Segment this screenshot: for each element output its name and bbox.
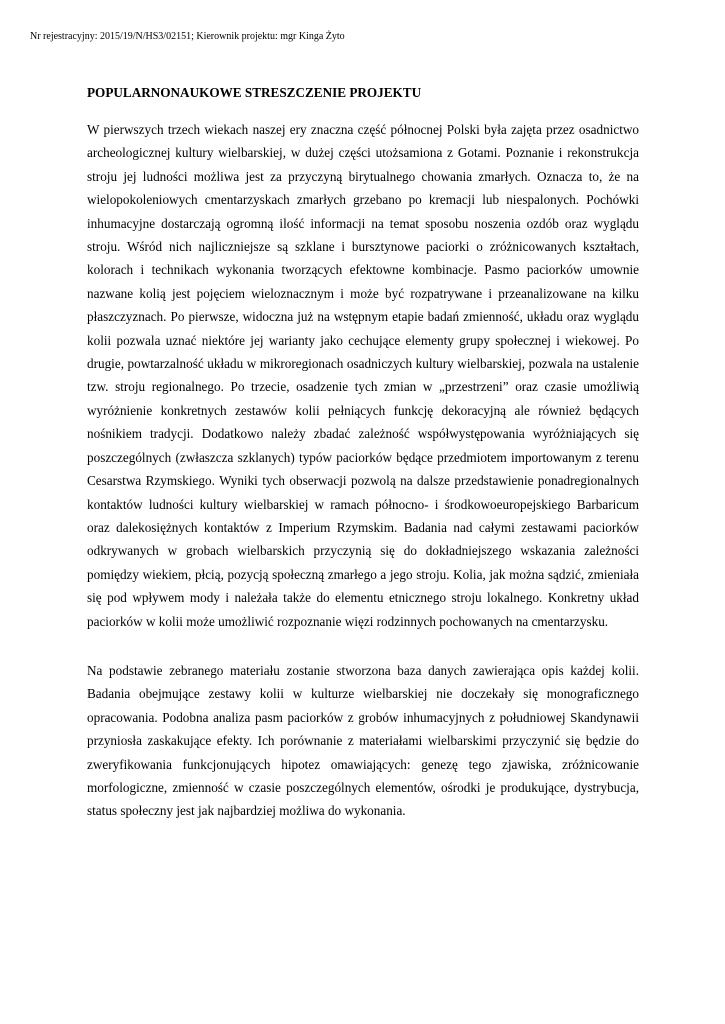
paragraph-1: W pierwszych trzech wiekach naszej ery znaczna część północnej Polski była zajęta przez osadnictwo archeologicznej kultury wielbarskiej, w dużej części utożsamiona z Gotami. Poznanie i rekonstrukcja stroju jej ludności możliwa jest za przyczyną birytualnego chowania zmarłych. Oznacza to, że na wielopokoleniowych cmentarzyskach zmarłych grzebano po kremacji lub niespalonych. Pochówki inhumacyjne dostarczają ogromną ilość informacji na temat sposobu noszenia ozdób oraz wyglądu stroju. Wśród nich najliczniejsze są szklane i bursztynowe paciorki o zróżnicowanych kształtach, kolorach i technikach wykonania tworzących efektowne kombinacje. Pasmo paciorków umownie nazwane kolią jest pojęciem wieloznacznym i może być rozpatrywane i przeanalizowane na kilku płaszczyznach. Po pierwsze, widoczna już na wstępnym etapie badań zmienność, układu oraz wyglądu kolii pozwala uznać niektóre jej warianty jako cechujące elementy grupy społecznej i wiekowej. Po drugie, powtarzalność układu w mikroregionach osadniczych kultury wielbarskiej, pozwala na ustalenie tzw. stroju regionalnego. Po trzecie, osadzenie tych zmian w „przestrzeni” oraz czasie umożliwią wyróżnienie konkretnych zestawów kolii pełniących funkcję dekoracyjną ale również będących nośnikiem tradycji. Dodatkowo należy zbadać zależność współwystępowania wyróżniających się poszczególnych (zwłaszcza szklanych) typów paciorków będące przedmiotem importowanym z terenu Cesarstwa Rzymskiego. Wyniki tych obserwacji pozwolą na dalsze przedstawienie ponadregionalnych kontaktów ludności kultury wielbarskiej w ramach północno- i środkowoeuropejskiego Barbaricum oraz dalekosiężnych kontaktów z Imperium Rzymskim. Badania nad całymi zestawami paciorków odkrywanych w grobach wielbarskich przyczynią się do dokładniejszego wskazania zależności pomiędzy wiekiem, płcią, pozycją społeczną zmarłego a jego stroju. Kolia, jak można sądzić, zmieniała się pod wpływem mody i należała także do elementu etnicznego stroju lokalnego. Konkretny układ paciorków w kolii może umożliwić rozpoznanie więzi rodzinnych pochowanych na cmentarzysku. (87, 122, 639, 629)
paragraph-2: Na podstawie zebranego materiału zostanie stworzona baza danych zawierająca opis każdej kolii. Badania obejmujące zestawy kolii w kulturze wielbarskiej nie doczekały się monograficznego opracowania. Podobna analiza pasm paciorków z grobów inhumacyjnych z południowej Skandynawii przyniosła zaskakujące efekty. Ich porównanie z materiałami wielbarskimi przyczynić się będzie do zweryfikowania funkcjonujących hipotez omawiających: genezę tego zjawiska, zróżnicowanie morfologiczne, zmienność w czasie poszczególnych elementów, ośrodki je produkujące, dystrybucja, status społeczny jest jak najbardziej możliwa do wykonania. (87, 663, 639, 819)
document-title: POPULARNONAUKOWE STRESZCZENIE PROJEKTU (87, 85, 422, 100)
registration-header: Nr rejestracyjny: 2015/19/N/HS3/02151; Kierownik projektu: mgr Kinga Żyto (30, 31, 345, 42)
